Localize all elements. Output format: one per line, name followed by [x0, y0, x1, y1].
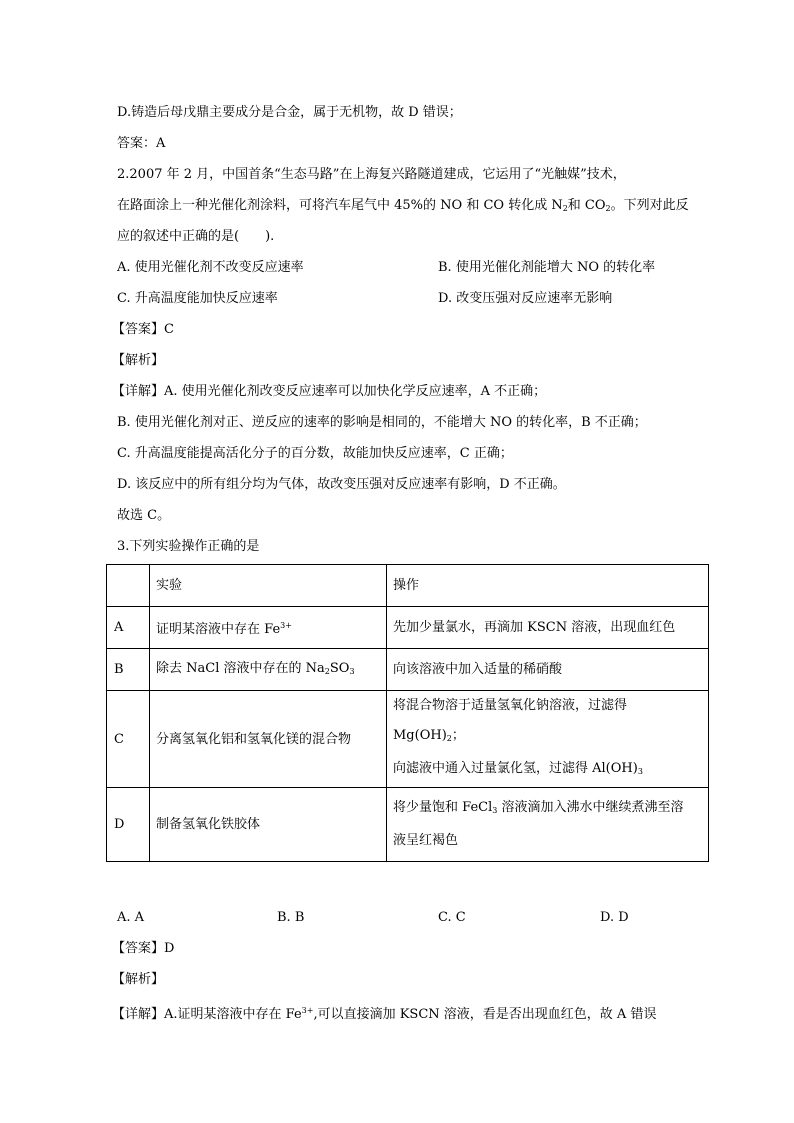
q2-option-a: A. 使用光催化剂不改变反应速率 [117, 260, 304, 275]
table-header-row [107, 565, 709, 607]
table-header-cell [107, 565, 150, 607]
operation-cell: 将少量饱和 FeCl$_3$ 溶液滴加入沸水中继续煮沸至溶 液呈红褐色 [387, 788, 709, 862]
q2-detail-b: B. 使用光催化剂对正、逆反应的速率的影响是相同的，不能增大 NO 的转化率，B 不正确； [117, 415, 647, 430]
previous-answer: 答案：A [117, 136, 166, 151]
q3-answer: 【答案】D [112, 941, 175, 956]
q2-answer: 【答案】C [112, 322, 174, 337]
q3-option-d: D. D [600, 910, 629, 925]
q2-detail-a: 【详解】A. 使用光催化剂改变反应速率可以加快化学反应速率，A 不正确； [112, 384, 547, 399]
table-row [107, 649, 709, 691]
q2-stem-line3: 应的叙述中正确的是( ). [117, 229, 275, 244]
row-label: C [107, 691, 150, 788]
experiment-cell: 除去 NaCl 溶液中存在的 $Na_2SO_3$ [150, 649, 387, 691]
q3-analysis-heading: 【解析】 [112, 972, 165, 987]
table-header-cell: 实验 [150, 565, 387, 607]
operation-cell: 先加少量氯水，再滴加 KSCN 溶液，出现血红色 [387, 607, 709, 649]
q2-analysis-heading: 【解析】 [112, 353, 165, 368]
q2-conclusion: 故选 C。 [117, 508, 171, 523]
q3-option-c: C. C [438, 910, 466, 925]
q2-option-c: C. 升高温度能加快反应速率 [117, 291, 278, 306]
operation-cell: 将混合物溶于适量氢氧化钠溶液，过滤得 $Mg(OH)_2$； 向滤液中通入过量氯化氢，过滤得 $Al(OH)_3$ [387, 691, 709, 788]
q3-title: 3.下列实验操作正确的是 [117, 539, 260, 554]
q3-option-a: A. A [117, 910, 145, 925]
q2-option-b: B. 使用光催化剂能增大 NO 的转化率 [438, 260, 656, 275]
experiment-cell: 制备氢氧化铁胶体 [150, 788, 387, 862]
operation-cell: 向该溶液中加入适量的稀硝酸 [387, 649, 709, 691]
q2-stem-line2: 在路面涂上一种光催化剂涂料，可将汽车尾气中 45%的 NO 和 CO 转化成 $N_2$和 $CO_2$。下列对此反 [117, 198, 689, 213]
row-label: B [107, 649, 150, 691]
q3-option-b: B. B [277, 910, 305, 925]
q2-option-d: D. 改变压强对反应速率无影响 [438, 291, 613, 306]
experiment-table [106, 564, 709, 862]
table-header-cell: 操作 [387, 565, 709, 607]
table-row [107, 788, 709, 862]
experiment-cell: 分离氢氧化铝和氢氧化镁的混合物 [150, 691, 387, 788]
q2-detail-c: C. 升高温度能提高活化分子的百分数，故能加快反应速率，C 正确； [117, 446, 513, 461]
q2-detail-d: D. 该反应中的所有组分均为气体，故改变压强对反应速率有影响，D 不正确。 [117, 477, 566, 492]
q3-detail-a: 【详解】A.证明某溶液中存在 $Fe^{3+}$,可以直接滴加 KSCN 溶液，看是否出现血红色，故 A 错误 [112, 1006, 657, 1022]
table-row [107, 691, 709, 788]
row-label: A [107, 607, 150, 649]
previous-option-d-text: D.铸造后母戊鼎主要成分是合金，属于无机物，故 D 错误； [117, 105, 462, 120]
table-row [107, 607, 709, 649]
experiment-cell: 证明某溶液中存在 $Fe^{3+}$ [150, 607, 387, 649]
q2-stem-line1: 2.2007 年 2 月，中国首条“生态马路”在上海复兴路隧道建成，它运用了“光触媒”技术， [117, 167, 626, 182]
row-label: D [107, 788, 150, 862]
